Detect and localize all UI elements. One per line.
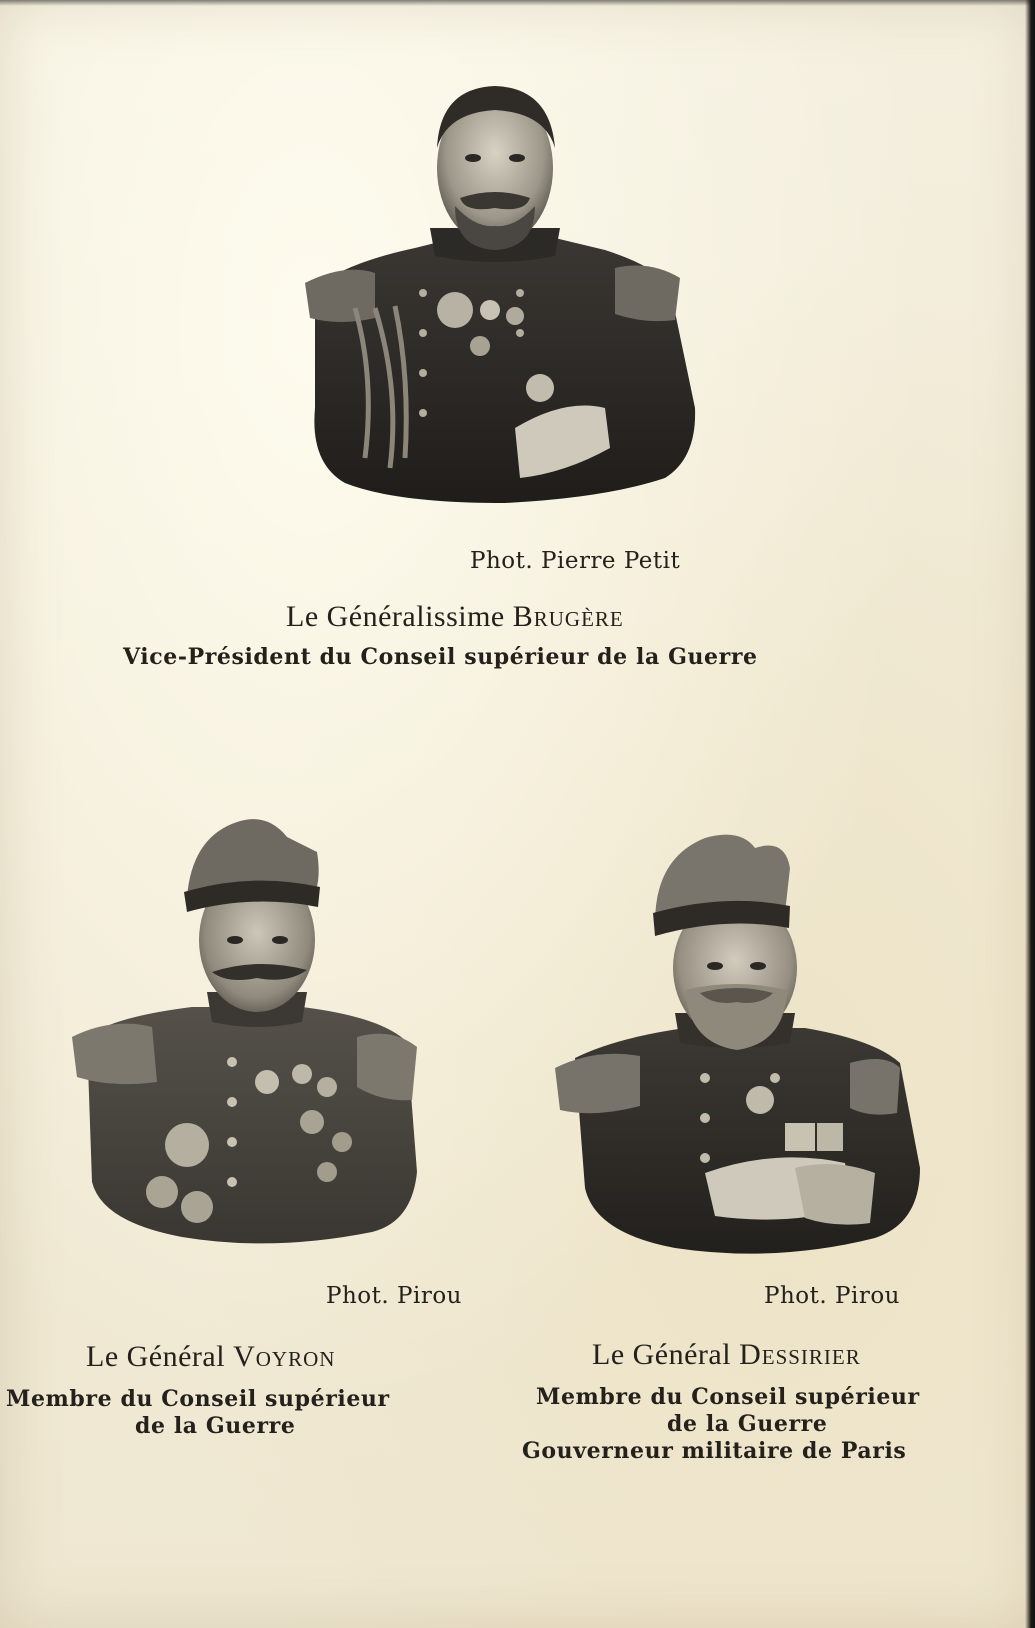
title-brugere-prefix: Le Généralissime bbox=[286, 600, 513, 633]
title-voyron bbox=[86, 1340, 335, 1374]
title-brugere bbox=[286, 600, 624, 634]
role-voyron-line1: Membre du Conseil supérieur bbox=[6, 1386, 390, 1412]
portrait-dessirier bbox=[555, 828, 925, 1258]
credit-pirou-left: Phot. Pirou bbox=[326, 1283, 462, 1309]
role-dessirier-line1: Membre du Conseil supérieur bbox=[536, 1384, 920, 1410]
right-edge-border bbox=[1025, 0, 1035, 1628]
role-dessirier-line3: Gouverneur militaire de Paris bbox=[522, 1438, 907, 1464]
portrait-voyron bbox=[72, 812, 422, 1252]
portrait-brugere bbox=[305, 78, 700, 510]
title-brugere-name: Brugère bbox=[512, 600, 624, 633]
top-edge-shadow bbox=[0, 0, 1035, 6]
title-dessirier-prefix: Le Général bbox=[592, 1338, 740, 1371]
role-dessirier-line2: de la Guerre bbox=[667, 1411, 828, 1437]
title-voyron-name: Voyron bbox=[233, 1340, 336, 1373]
role-brugere: Vice-Président du Conseil supérieur de la Guerre bbox=[123, 644, 758, 670]
credit-pierre-petit: Phot. Pierre Petit bbox=[470, 548, 681, 574]
credit-pirou-right: Phot. Pirou bbox=[764, 1283, 900, 1309]
title-dessirier-name: Dessirier bbox=[739, 1338, 861, 1371]
title-voyron-prefix: Le Général bbox=[86, 1340, 234, 1373]
role-voyron-line2: de la Guerre bbox=[135, 1413, 296, 1439]
title-dessirier bbox=[592, 1338, 861, 1372]
